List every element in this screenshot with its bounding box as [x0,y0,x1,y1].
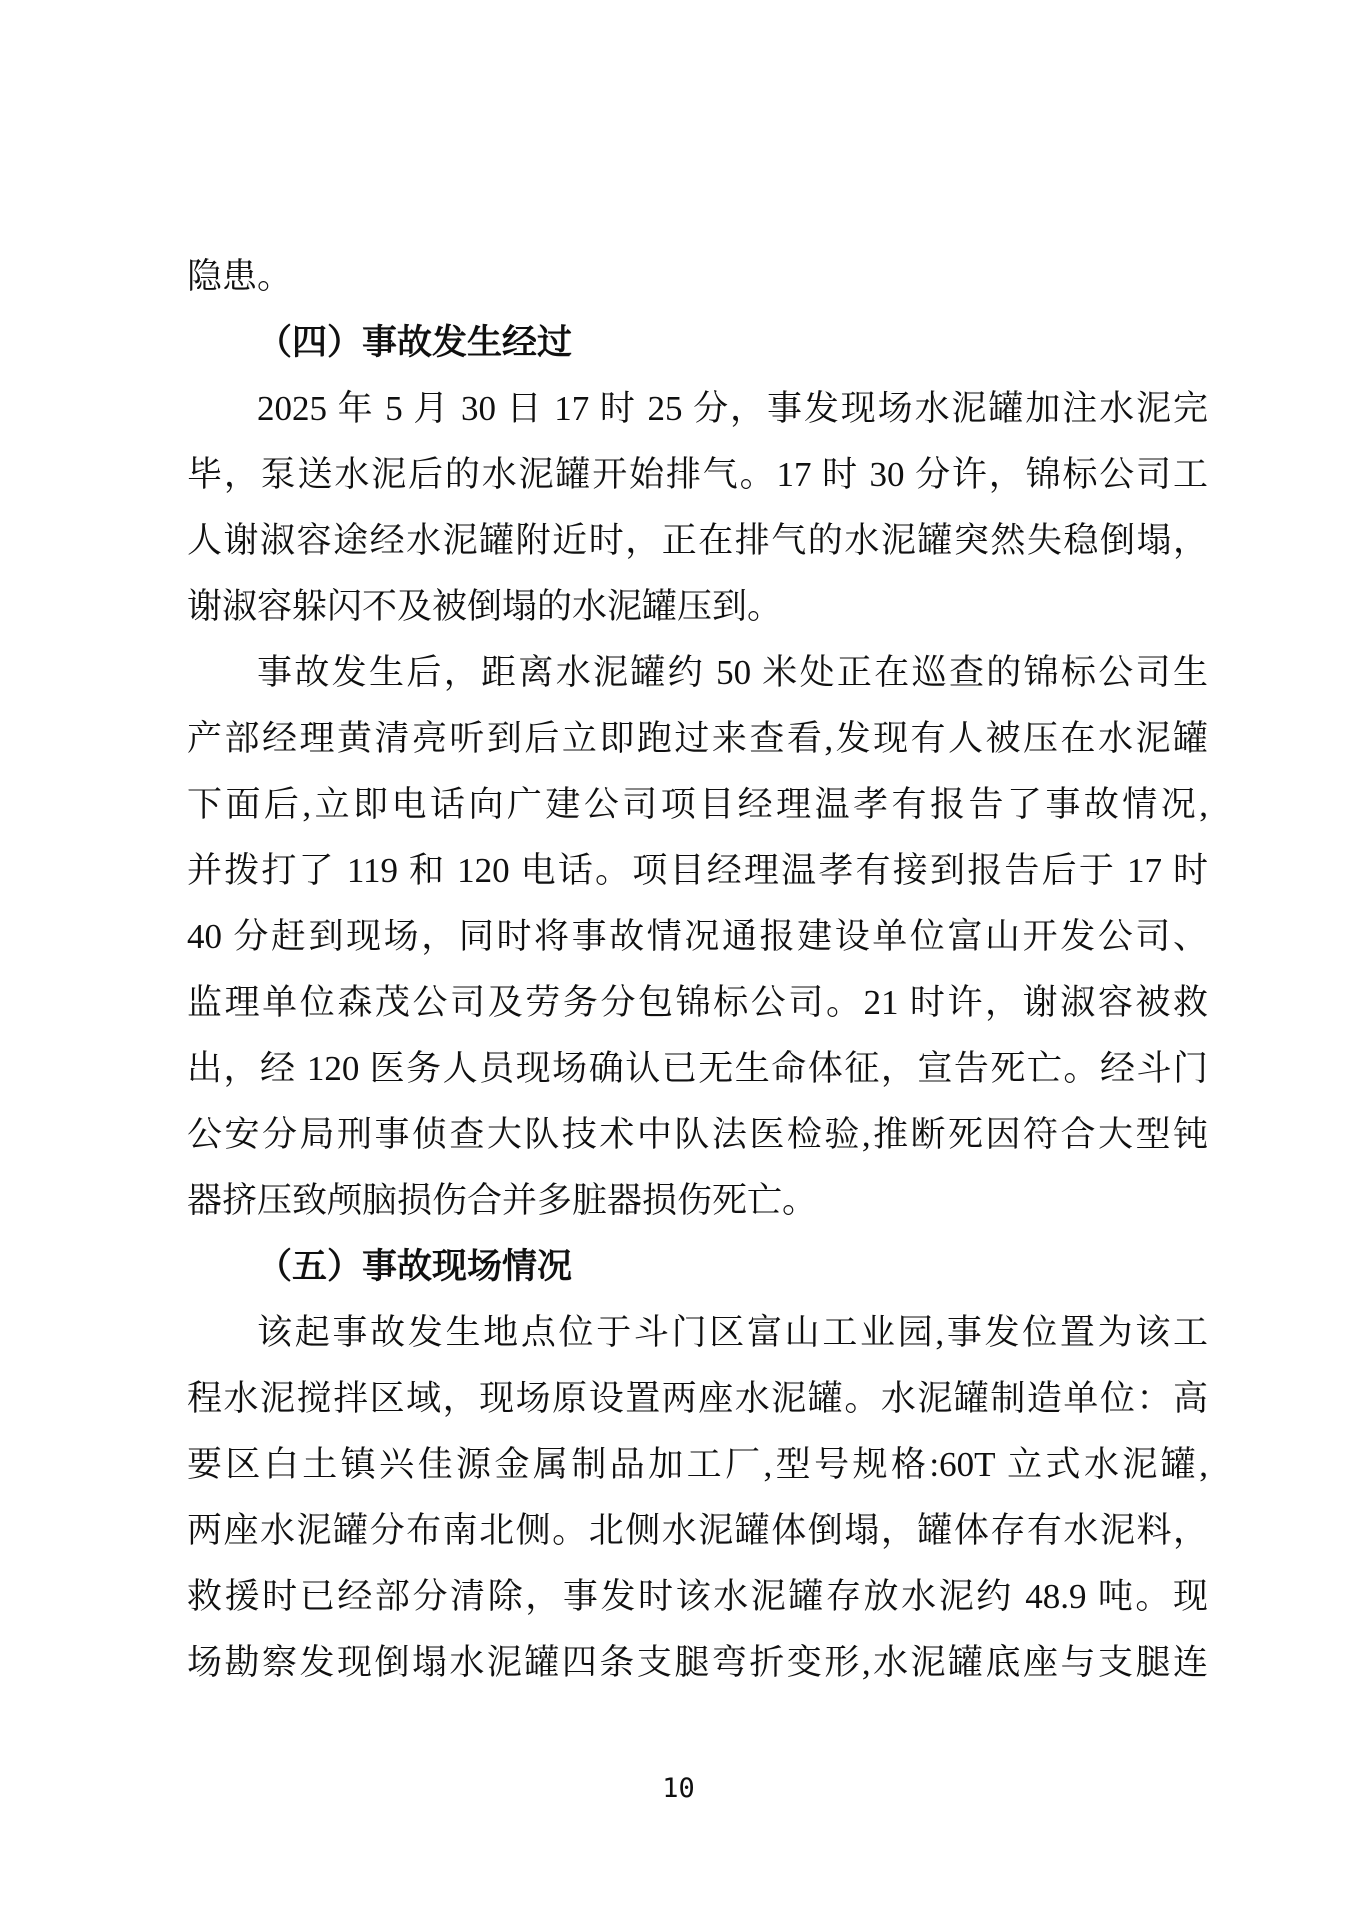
text-line: 器挤压致颅脑损伤合并多脏器损伤死亡。 [187,1181,818,1220]
text-line: 产部经理黄清亮听到后立即跑过来查看,发现有人被压在水泥罐 [187,719,1208,758]
text-line: 公安分局刑事侦查大队技术中队法医检验,推断死因符合大型钝 [187,1115,1208,1154]
text-line: 并拨打了 119 和 120 电话。项目经理温孝有接到报告后于 17 时 [187,851,1208,890]
text-line: 毕，泵送水泥后的水泥罐开始排气。17 时 30 分许，锦标公司工 [187,455,1208,494]
text-line: 两座水泥罐分布南北侧。北侧水泥罐体倒塌，罐体存有水泥料， [187,1511,1208,1550]
text-line: 场勘察发现倒塌水泥罐四条支腿弯折变形,水泥罐底座与支腿连 [187,1643,1208,1682]
section-heading: （五）事故现场情况 [257,1247,573,1286]
text-line: 该起事故发生地点位于斗门区富山工业园,事发位置为该工 [257,1313,1208,1352]
text-line: 出，经 120 医务人员现场确认已无生命体征，宣告死亡。经斗门 [187,1049,1208,1088]
text-line: 隐患。 [187,257,293,296]
text-line: 事故发生后，距离水泥罐约 50 米处正在巡查的锦标公司生 [257,653,1208,692]
section-heading: （四）事故发生经过 [257,323,573,362]
text-column [187,244,1208,1696]
text-line: 人谢淑容途经水泥罐附近时，正在排气的水泥罐突然失稳倒塌， [187,521,1208,560]
text-line: 下面后,立即电话向广建公司项目经理温孝有报告了事故情况, [187,785,1208,824]
text-line: 要区白土镇兴佳源金属制品加工厂,型号规格:60T 立式水泥罐, [187,1445,1208,1484]
text-line: 程水泥搅拌区域，现场原设置两座水泥罐。水泥罐制造单位：高 [187,1379,1208,1418]
text-line: 2025 年 5 月 30 日 17 时 25 分，事发现场水泥罐加注水泥完 [257,389,1208,428]
text-line: 监理单位森茂公司及劳务分包锦标公司。21 时许，谢淑容被救 [187,983,1208,1022]
text-line: 40 分赶到现场，同时将事故情况通报建设单位富山开发公司、 [187,917,1208,956]
page-number: 10 [662,1773,695,1804]
text-line: 谢淑容躲闪不及被倒塌的水泥罐压到。 [187,587,783,626]
text-line: 救援时已经部分清除，事发时该水泥罐存放水泥约 48.9 吨。现 [187,1577,1208,1616]
